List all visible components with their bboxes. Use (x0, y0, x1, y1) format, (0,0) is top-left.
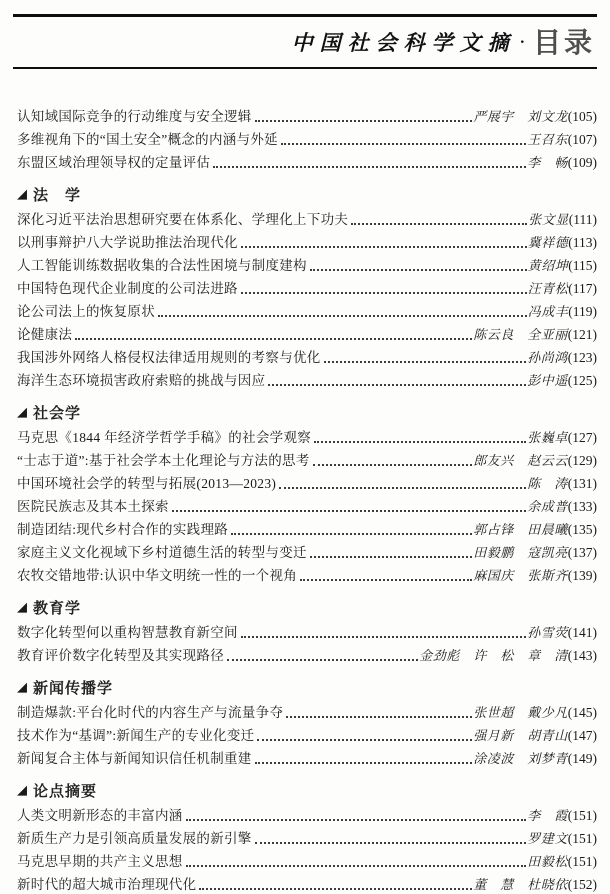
section-marker-icon: ◢ (17, 679, 28, 695)
entry-authors: 陈云良 全亚丽 (473, 327, 568, 343)
entry-title: 数字化转型何以重构智慧教育新空间 (17, 624, 238, 640)
dotted-leader (227, 659, 418, 661)
entry-authors: 张世超 戴少凡 (473, 705, 568, 721)
toc-entry (17, 126, 597, 149)
entry-page: (107) (567, 131, 597, 147)
dotted-leader (257, 739, 472, 741)
entry-page: (125) (567, 372, 597, 388)
entry-page: (133) (567, 498, 597, 514)
dotted-leader (255, 120, 473, 122)
entry-authors: 田毅松 (527, 854, 568, 870)
entry-page: (151) (567, 807, 597, 823)
toc-entry (17, 722, 597, 745)
entry-page: (119) (568, 303, 597, 319)
dotted-leader (351, 223, 527, 225)
toc-entry (17, 745, 597, 768)
entry-title: 我国涉外网络人格侵权法律适用规则的考察与优化 (17, 349, 321, 365)
dotted-leader (231, 533, 472, 535)
entry-authors: 强月新 胡青山 (473, 728, 568, 744)
entry-authors: 严展宇 刘文龙 (473, 109, 568, 125)
entry-authors: 李 霞 (527, 808, 568, 824)
entry-page: (117) (568, 280, 597, 296)
section-title: 教育学 (33, 600, 82, 617)
entry-title: 医院民族志及其本土探索 (17, 498, 169, 514)
entry-title: 教育评价数字化转型及其实现路径 (17, 647, 224, 663)
toc-entry (17, 229, 597, 252)
entry-title: 以刑事辩护八大学说助推法治现代化 (17, 234, 238, 250)
section-marker-icon: ◢ (17, 186, 28, 202)
toc-entry (17, 848, 597, 871)
entry-page: (121) (567, 326, 597, 342)
entry-page: (139) (567, 567, 597, 583)
entry-authors: 麻国庆 张斯齐 (473, 568, 568, 584)
dotted-leader (279, 487, 526, 489)
entry-title: 制造爆款:平台化时代的内容生产与流量争夺 (17, 704, 284, 720)
entry-authors: 涂凌波 刘梦青 (473, 751, 568, 767)
toc-entry (17, 344, 597, 367)
toc-entry (17, 103, 597, 126)
entry-title: 多维视角下的“国土安全”概念的内涵与外延 (17, 131, 278, 147)
entry-title: 人类文明新形态的丰富内涵 (17, 807, 183, 823)
dotted-leader (172, 510, 526, 512)
toc-entry (17, 539, 597, 562)
entry-title: 论健康法 (17, 326, 73, 342)
entry-title: 论公司法上的恢复原状 (17, 303, 155, 319)
entry-authors: 郎友兴 赵云云 (473, 453, 568, 469)
entry-authors: 田毅鹏 寇凯亮 (473, 545, 568, 561)
toc-entry (17, 367, 597, 390)
dotted-leader (241, 636, 526, 638)
title-separator: · (519, 34, 525, 51)
entry-page: (147) (567, 727, 597, 743)
dotted-leader (186, 865, 527, 867)
entry-page: (115) (568, 257, 597, 273)
toc-entry (17, 470, 597, 493)
entry-title: 新时代的超大城市治理现代化 (17, 876, 197, 892)
entry-authors: 彭中遥 (527, 373, 568, 389)
entry-authors: 汪青松 (527, 281, 569, 297)
entry-title: 新闻复合主体与新闻知识信任机制重建 (17, 750, 252, 766)
entry-title: 农牧交错地带:认识中华文明统一性的一个视角 (17, 567, 298, 583)
entry-page: (111) (568, 211, 597, 227)
dotted-leader (310, 269, 527, 271)
section-header (17, 675, 597, 699)
entry-title: 技术作为“基调”:新闻生产的专业化变迁 (17, 727, 255, 743)
entry-page: (135) (567, 521, 597, 537)
entry-authors: 张巍卓 (527, 430, 568, 446)
entry-page: (151) (567, 830, 597, 846)
entry-authors: 孙雪荧 (527, 625, 568, 641)
entry-authors: 黄绍坤 (527, 258, 569, 274)
entry-title: 家庭主义文化视域下乡村道德生活的转型与变迁 (17, 544, 307, 560)
entry-title: “士志于道”:基于社会学本土化理论与方法的思考 (17, 452, 310, 468)
toc-content (0, 69, 610, 894)
dotted-leader (314, 441, 526, 443)
entry-page: (141) (567, 624, 597, 640)
entry-page: (149) (567, 750, 597, 766)
dotted-leader (241, 246, 527, 248)
toc-entry (17, 424, 597, 447)
toc-entry (17, 493, 597, 516)
toc-entry (17, 447, 597, 470)
entry-authors: 罗建文 (527, 831, 568, 847)
toc-entry (17, 298, 597, 321)
dotted-leader (300, 579, 472, 581)
entry-authors: 陈 涛 (527, 476, 568, 492)
toc-entry (17, 619, 597, 642)
section-header (17, 182, 597, 206)
entry-page: (105) (567, 108, 597, 124)
entry-page: (137) (567, 544, 597, 560)
journal-header (13, 14, 597, 69)
dotted-leader (199, 888, 472, 890)
section-header (17, 595, 597, 619)
dotted-leader (310, 556, 472, 558)
entry-authors: 张文显 (528, 212, 569, 228)
entry-page: (123) (567, 349, 597, 365)
dotted-leader (213, 166, 526, 168)
entry-title: 人工智能训练数据收集的合法性困境与制度建构 (17, 257, 307, 273)
entry-page: (113) (568, 234, 597, 250)
section-title: 论点摘要 (33, 783, 98, 800)
entry-title: 新质生产力是引领高质量发展的新引擎 (17, 830, 252, 846)
entry-title: 中国特色现代企业制度的公司法进路 (17, 280, 238, 296)
entry-title: 制造团结:现代乡村合作的实践理路 (17, 521, 229, 537)
toc-entry (17, 149, 597, 172)
dotted-leader (268, 384, 526, 386)
toc-entry (17, 825, 597, 848)
dotted-leader (75, 338, 472, 340)
entry-title: 认知域国际竞争的行动维度与安全逻辑 (17, 108, 252, 124)
journal-title: 中国社会科学文摘 (291, 31, 516, 55)
dotted-leader (313, 464, 473, 466)
section-header (17, 778, 597, 802)
toc-entry (17, 699, 597, 722)
dotted-leader (186, 819, 527, 821)
dotted-leader (255, 762, 473, 764)
entry-page: (129) (567, 452, 597, 468)
entry-authors: 余成普 (527, 499, 568, 515)
entry-title: 中国环境社会学的转型与拓展(2013—2023) (17, 475, 277, 491)
toc-entry (17, 321, 597, 344)
section-header (17, 400, 597, 424)
entry-page: (127) (567, 429, 597, 445)
toc-entry (17, 562, 597, 585)
section-marker-icon: ◢ (17, 782, 28, 798)
entry-title: 东盟区域治理领导权的定量评估 (17, 154, 211, 170)
entry-title: 海洋生态环境损害政府索赔的挑战与因应 (17, 372, 266, 388)
toc-entry (17, 871, 597, 894)
entry-authors: 郭占锋 田晨曦 (473, 522, 568, 538)
entry-title: 马克思《1844 年经济学哲学手稿》的社会学观察 (17, 429, 312, 445)
entry-authors: 冯成丰 (527, 304, 569, 320)
section-marker-icon: ◢ (17, 599, 28, 615)
toc-entry (17, 642, 597, 665)
section-title: 法 学 (33, 187, 82, 204)
entry-authors: 孙尚鸿 (527, 350, 568, 366)
entry-authors: 冀祥德 (527, 235, 569, 251)
entry-page: (143) (567, 647, 597, 663)
toc-entry (17, 516, 597, 539)
toc-entry (17, 252, 597, 275)
toc-entry (17, 206, 597, 229)
toc-heading: 目录 (532, 27, 595, 58)
entry-title: 深化习近平法治思想研究要在体系化、学理化上下功夫 (17, 211, 349, 227)
dotted-leader (255, 842, 527, 844)
section-marker-icon: ◢ (17, 404, 28, 420)
section-title: 社会学 (33, 405, 82, 422)
entry-page: (151) (567, 853, 597, 869)
entry-page: (152) (567, 876, 597, 892)
entry-page: (109) (567, 154, 597, 170)
toc-entry (17, 275, 597, 298)
dotted-leader (241, 292, 527, 294)
entry-page: (131) (567, 475, 597, 491)
entry-title: 马克思早期的共产主义思想 (17, 853, 183, 869)
entry-authors: 金劲彪 许 松 章 清 (419, 648, 568, 664)
entry-page: (145) (567, 704, 597, 720)
section-title: 新闻传播学 (33, 680, 114, 697)
toc-entry (17, 802, 597, 825)
dotted-leader (324, 361, 527, 363)
dotted-leader (158, 315, 527, 317)
entry-authors: 李 畅 (527, 155, 568, 171)
entry-authors: 王召东 (527, 132, 568, 148)
dotted-leader (281, 143, 526, 145)
dotted-leader (286, 716, 472, 718)
entry-authors: 董 慧 杜晓依 (473, 877, 568, 893)
